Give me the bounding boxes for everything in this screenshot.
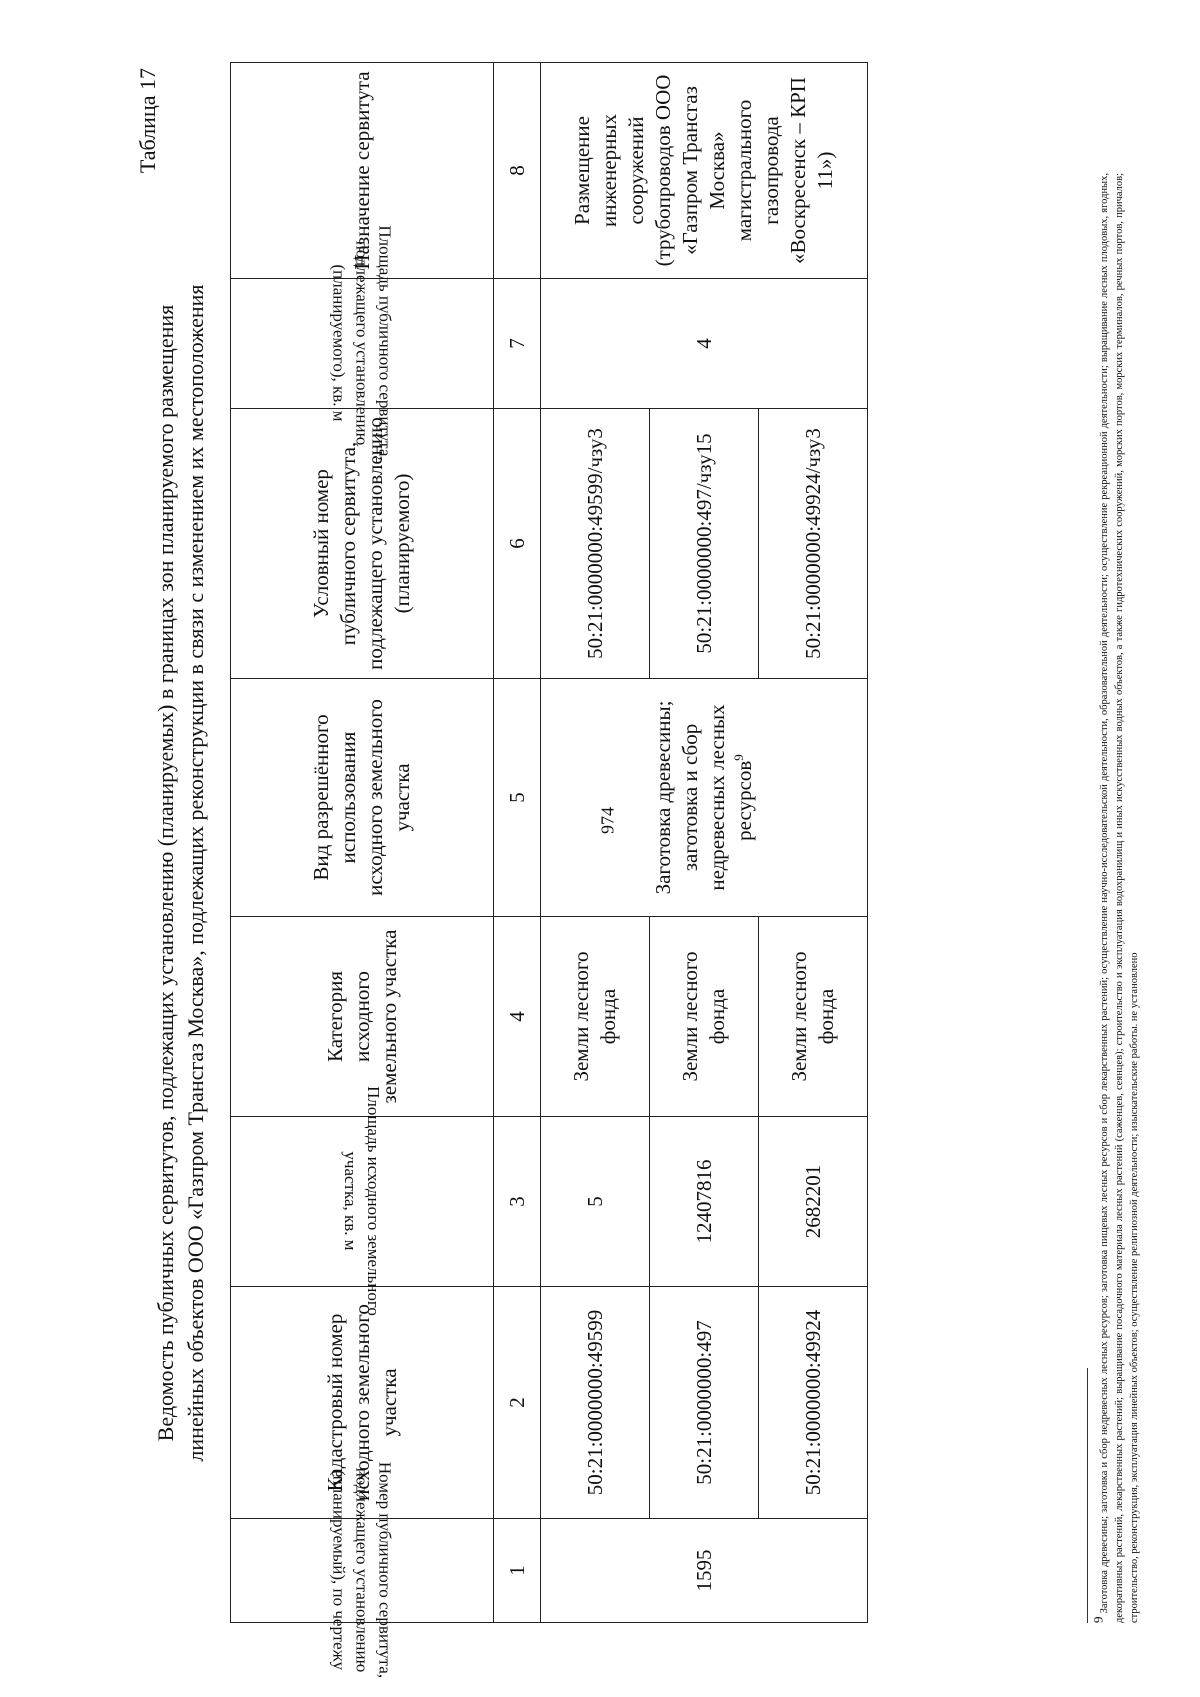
footnote bbox=[1090, 173, 1142, 1623]
column-number: 1 bbox=[494, 1519, 541, 1623]
document-title bbox=[151, 163, 211, 1583]
land-use-cell bbox=[541, 679, 868, 917]
source-area-cell: 12407816 bbox=[650, 1117, 759, 1287]
header-land-use: Вид разрешённого использования исходного земельного участка bbox=[231, 679, 494, 917]
footnote-reference: 9 bbox=[731, 754, 746, 761]
page-number: 974 bbox=[597, 807, 618, 834]
header-purpose: Назначение сервитута bbox=[231, 63, 494, 279]
table-container bbox=[230, 63, 868, 1679]
servitude-area-cell: 4 bbox=[541, 279, 868, 409]
servitude-id-cell: 50:21:0000000:497/чзу15 bbox=[650, 409, 759, 679]
column-number: 8 bbox=[494, 63, 541, 279]
column-number: 5 bbox=[494, 679, 541, 917]
title-line-2: линейных объектов ООО «Газпром Трансгаз Москва», подлежащих реконструкции в связи с изменением их местоположения bbox=[183, 284, 208, 1462]
cadastral-number-cell: 50:21:0000000:497 bbox=[650, 1287, 759, 1519]
rotated-page-content bbox=[135, 63, 1195, 1679]
column-number: 4 bbox=[494, 917, 541, 1117]
column-number: 2 bbox=[494, 1287, 541, 1519]
servitude-table bbox=[230, 62, 868, 1679]
servitude-number-cell: 1595 bbox=[541, 1519, 868, 1623]
header-row bbox=[231, 63, 494, 1623]
header-category: Категория исходного земельного участка bbox=[231, 917, 494, 1117]
cadastral-number-cell: 50:21:0000000:49924 bbox=[759, 1287, 868, 1519]
servitude-id-cell: 50:21:0000000:49924/чзу3 bbox=[759, 409, 868, 679]
servitude-id-cell: 50:21:0000000:49599/чзу3 bbox=[541, 409, 650, 679]
footnote-divider bbox=[1087, 1368, 1088, 1623]
column-number: 3 bbox=[494, 1117, 541, 1287]
table-row bbox=[541, 63, 650, 1623]
header-servitude-number: Номер публичного сервитута, подлежащего установлению (планируемый), по чертежу bbox=[231, 1519, 494, 1623]
header-servitude-id: Условный номер публичного сервитута, подлежащего установлению (планируемого) bbox=[231, 409, 494, 679]
column-number: 7 bbox=[494, 279, 541, 409]
source-area-cell: 2682201 bbox=[759, 1117, 868, 1287]
source-area-cell: 5 bbox=[541, 1117, 650, 1287]
header-servitude-area: Площадь публичного сервитута, подлежащего установлению (планируемого), кв. м bbox=[231, 279, 494, 409]
column-number: 6 bbox=[494, 409, 541, 679]
category-cell: Земли лесного фонда bbox=[541, 917, 650, 1117]
title-line-1: Ведомость публичных сервитутов, подлежащих установлению (планируемых) в границах зон планируемого размещения bbox=[153, 304, 178, 1442]
header-cadastral-number: Кадастровый номер исходного земельного участка bbox=[231, 1287, 494, 1519]
category-cell: Земли лесного фонда bbox=[650, 917, 759, 1117]
cadastral-number-cell: 50:21:0000000:49599 bbox=[541, 1287, 650, 1519]
table-label: Таблица 17 bbox=[135, 68, 160, 174]
footnote-mark: 9 bbox=[1090, 1616, 1106, 1623]
footnote-text: Заготовка древесины; заготовка и сбор недревесных лесных ресурсов; заготовка пищевых лесных ресурсов и сбор лекарственных растений; осуществление научно-исследовательской деятельности, образовательной деятельности; осуществление рекреационной деятельности; выращивание лесных плодовых, ягодных, декоративных растений, лекарственных растений; выращивание посадочного материала лесных растений (саженцев, сеянцев); строительство и эксплуатация водохранилищ и иных искусственных водных объектов, а также гидротехнических сооружений, морских портов, морских терминалов, речных портов, причалов; строительство, реконструкция, эксплуатация линейных объектов; осуществление религиозной деятельности; изыскательские работы. не установлено bbox=[1099, 173, 1140, 1623]
purpose-cell: Размещение инженерных сооружений (трубопроводов ООО «Газпром Трансгаз Москва» магистрального газопровода «Воскресенск – КРП 11») bbox=[541, 63, 868, 279]
header-source-area: Площадь исходного земельного участка, кв. м bbox=[231, 1117, 494, 1287]
column-number-row bbox=[494, 63, 541, 1623]
land-use-text: Заготовка древесины; заготовка и сбор недревесных лесных ресурсов bbox=[651, 700, 756, 895]
category-cell: Земли лесного фонда bbox=[759, 917, 868, 1117]
